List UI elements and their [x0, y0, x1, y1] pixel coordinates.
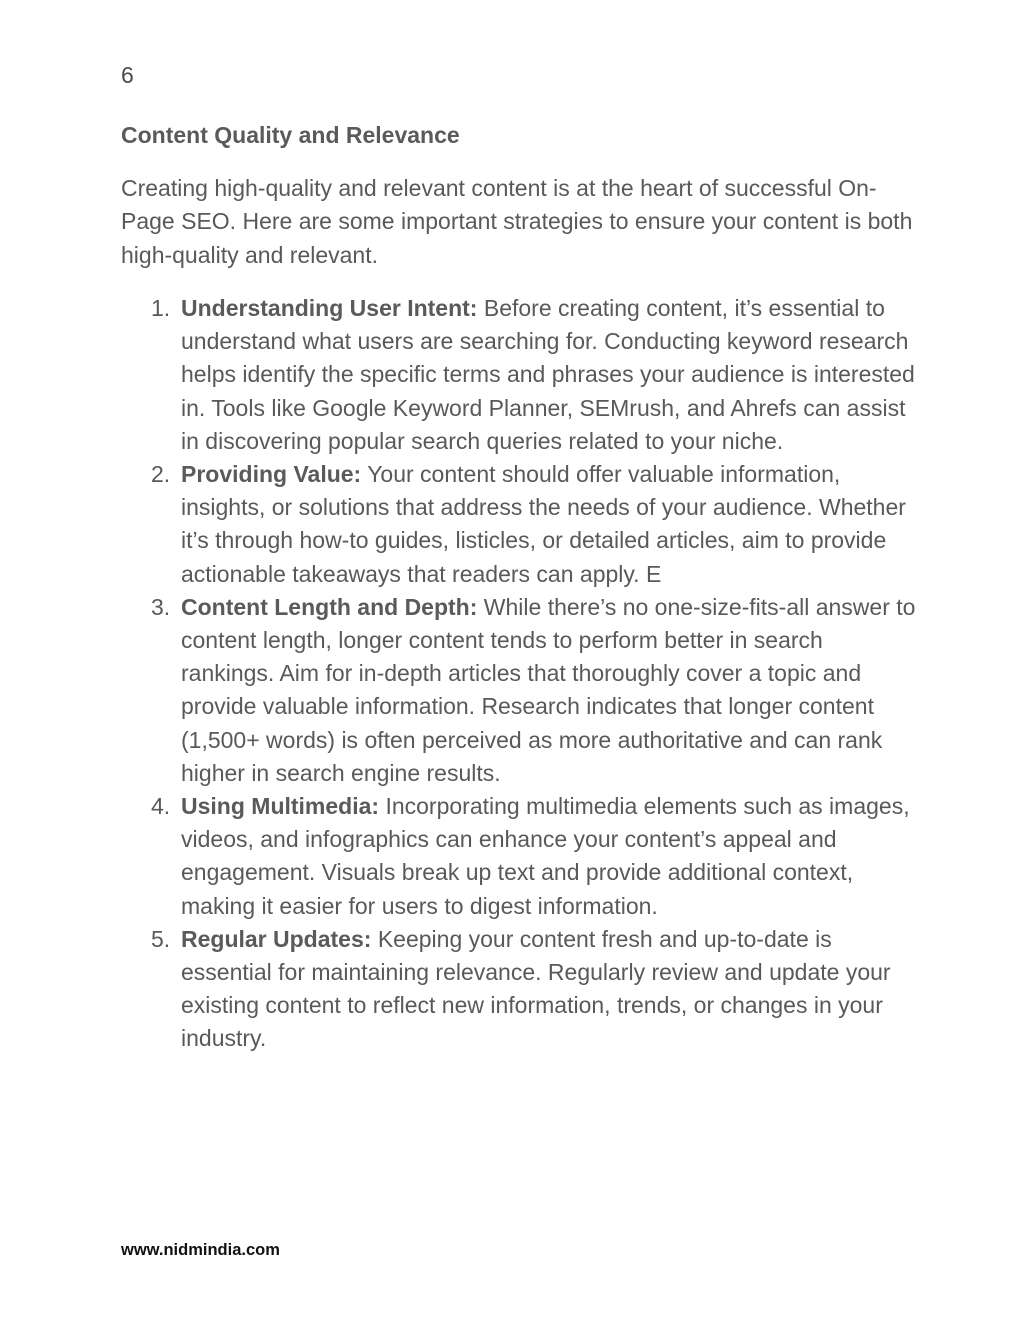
strategy-list [151, 292, 916, 1056]
item-title: Regular Updates: [181, 925, 372, 952]
section-title: Content Quality and Relevance [121, 122, 460, 148]
item-number: 5. [151, 925, 171, 952]
strategy-item-providing-value [151, 458, 916, 591]
page-number: 6 [121, 62, 134, 88]
item-title: Content Length and Depth: [181, 593, 478, 620]
item-text: Incorporating multimedia elements such as images, videos, and infographics can enhance your content’s appeal and engagement. Visuals break up text and provide additional context, making it easier for users to digest information. [181, 793, 910, 919]
footer-url: www.nidmindia.com [121, 1241, 280, 1259]
item-text: Before creating content, it’s essential to understand what users are searching for. Conducting keyword research helps identify the specific terms and phrases your audience is interested in. Tools like Google Keyword Planner, SEMrush, and Ahrefs can assist in discovering popular search queries related to your niche. [181, 295, 915, 454]
item-text: Keeping your content fresh and up-to-date is essential for maintaining relevance. Regularly review and update your existing content to reflect new information, trends, or changes in your industry. [181, 925, 891, 1052]
item-text: Your content should offer valuable information, insights, or solutions that address the needs of your audience. Whether it’s through how-to guides, listicles, or detailed articles, aim to provide actionable takeaways that readers can apply. E [181, 461, 906, 587]
item-number: 1. [151, 295, 171, 321]
item-number: 2. [151, 461, 171, 488]
intro-paragraph: Creating high-quality and relevant content is at the heart of successful On-Page SEO. Here are some important strategies to ensure your content is both high-quality and relevant. [121, 175, 913, 268]
item-number: 4. [151, 793, 171, 820]
strategy-item-multimedia [151, 790, 916, 923]
item-number: 3. [151, 593, 171, 620]
item-text: While there’s no one-size-fits-all answer to content length, longer content tends to perform better in search rankings. Aim for in-depth articles that thoroughly cover a topic and provide valuable information. Research indicates that longer content (1,500+ words) is often perceived as more authoritative and can rank higher in search engine results. [181, 593, 916, 786]
strategy-item-user-intent [151, 292, 916, 458]
strategy-item-content-length [151, 591, 916, 790]
item-title: Providing Value: [181, 461, 362, 488]
strategy-item-regular-updates [151, 923, 916, 1056]
item-title: Understanding User Intent: [181, 295, 478, 321]
item-title: Using Multimedia: [181, 793, 380, 820]
